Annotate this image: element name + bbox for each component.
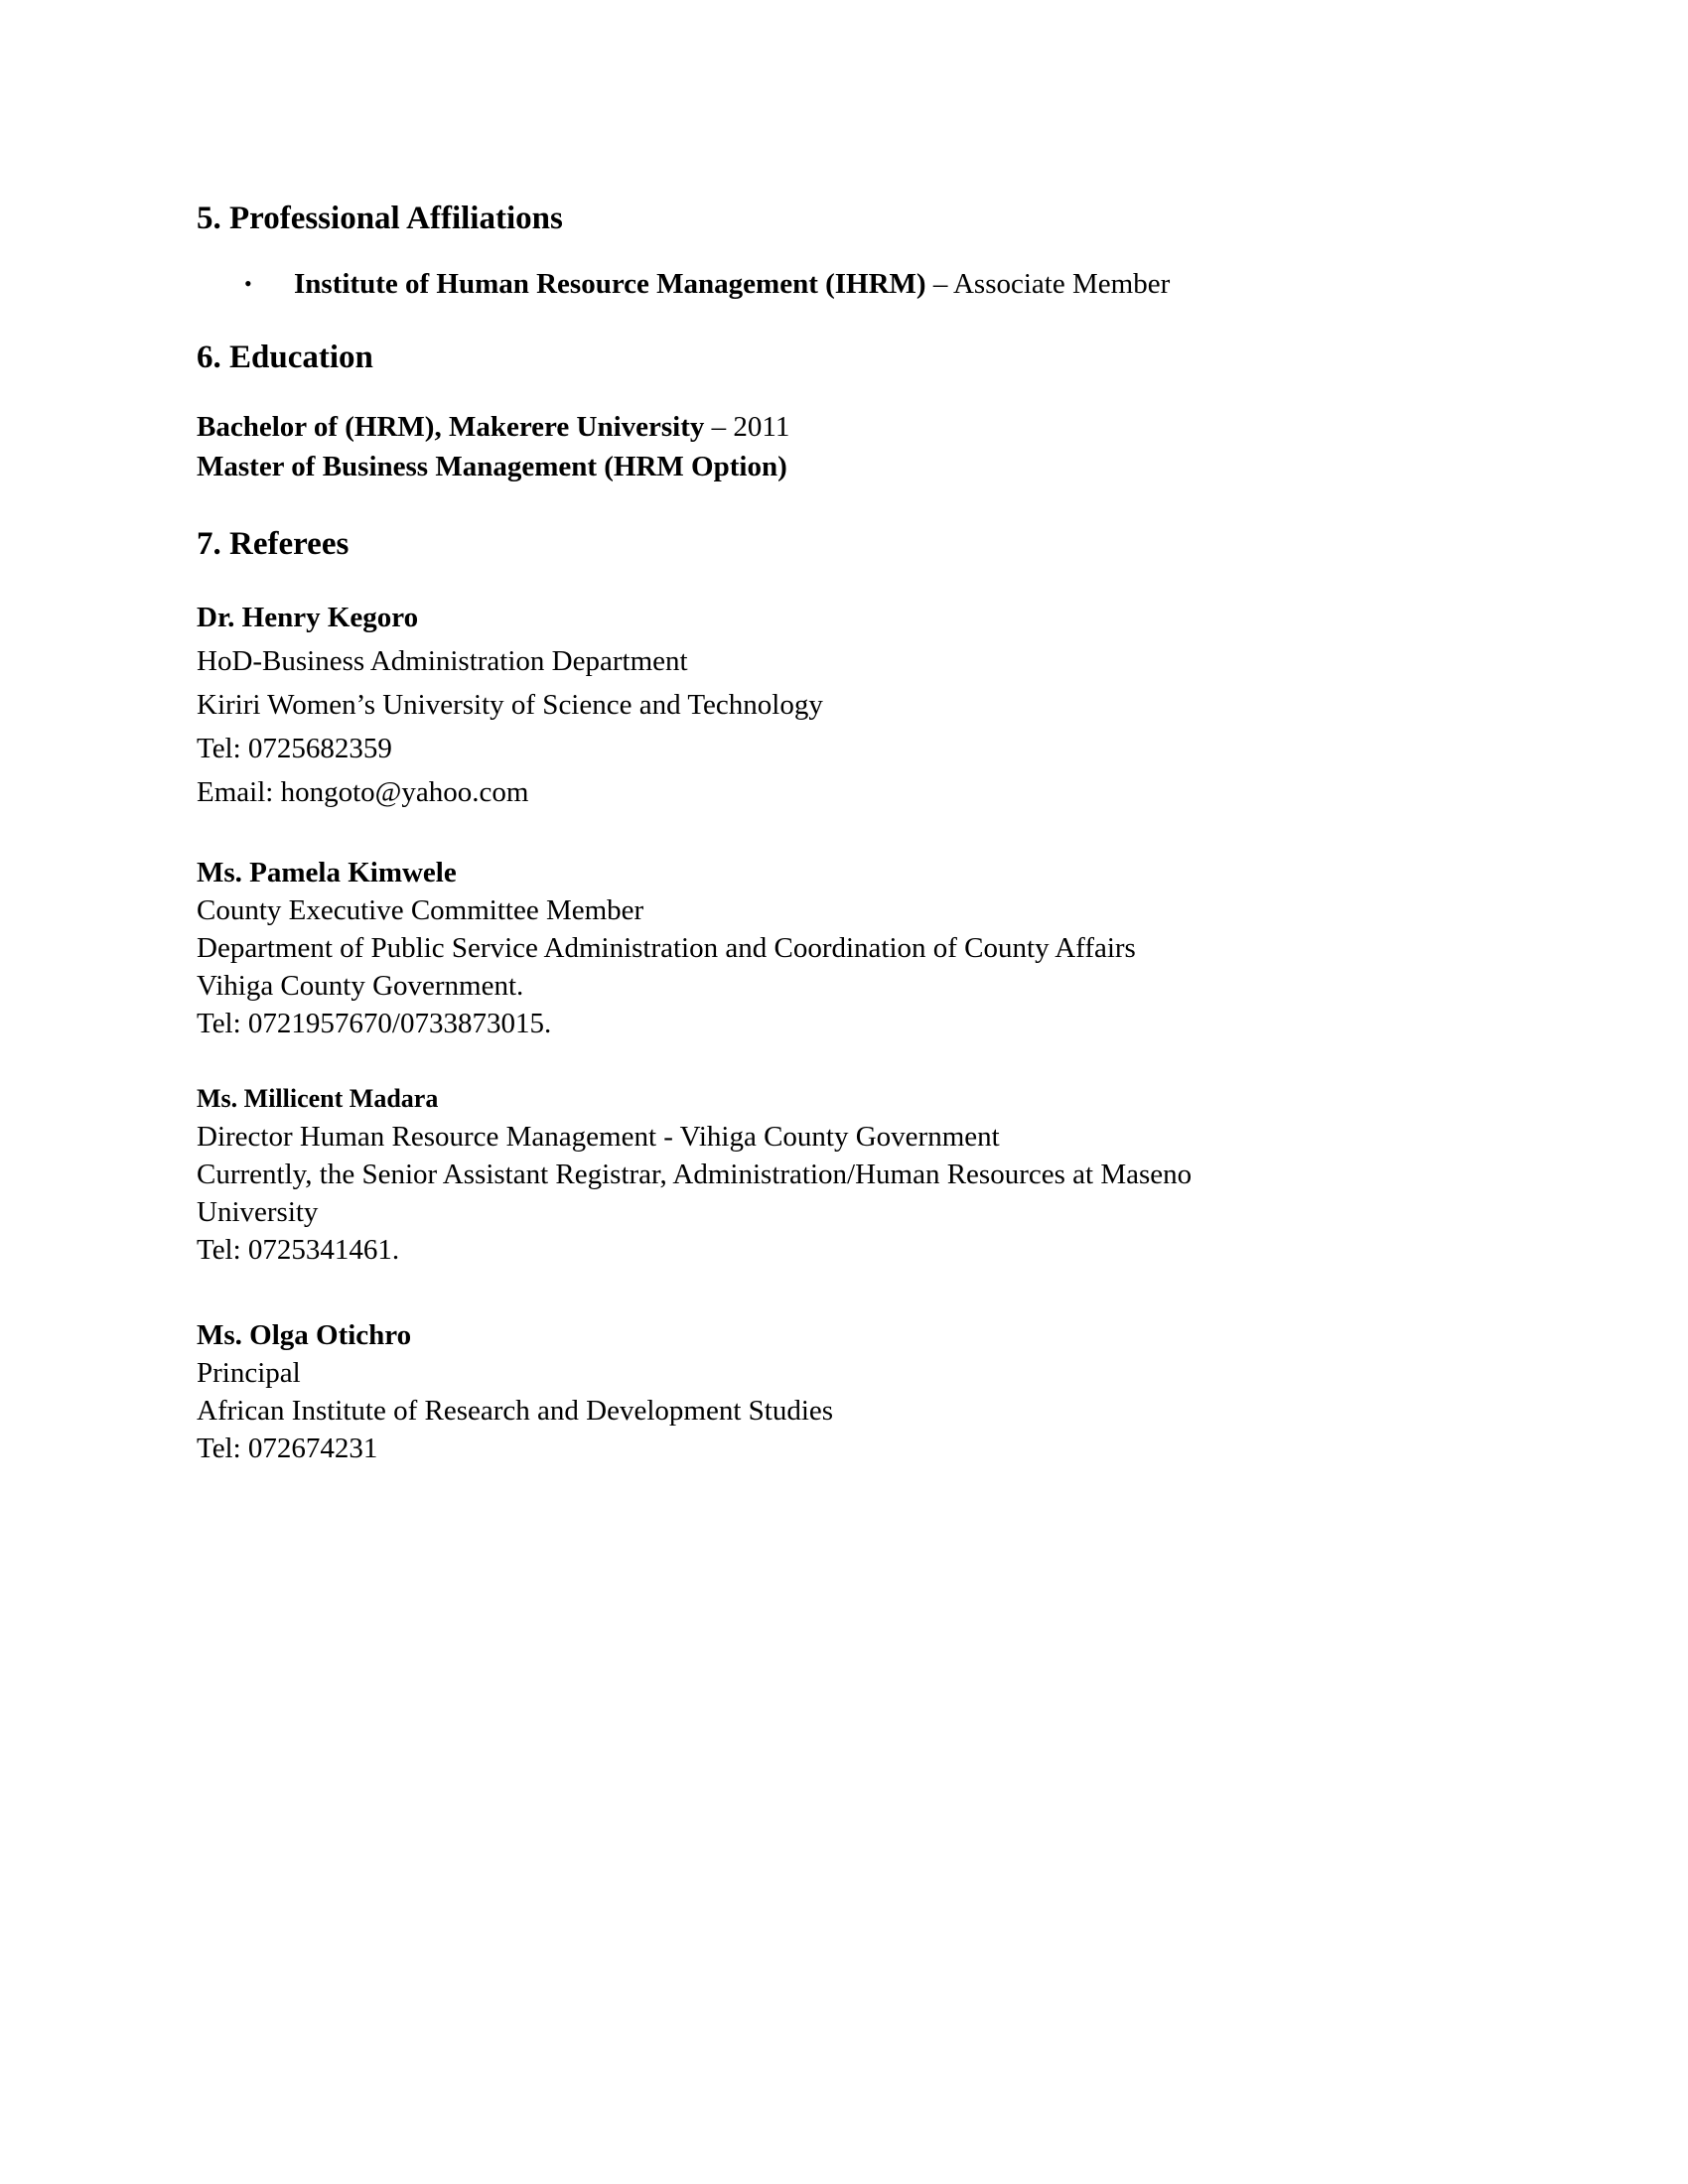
referee-organization: Vihiga County Government. bbox=[197, 970, 524, 1002]
section-heading-professional-affiliations: 5. Professional Affiliations bbox=[197, 201, 563, 236]
referee-department: Department of Public Service Administration and Coordination of County Affairs bbox=[197, 932, 1136, 964]
referee-name: Ms. Millicent Madara bbox=[197, 1084, 439, 1113]
education-degree: Bachelor of (HRM), Makerere University bbox=[197, 411, 705, 443]
document-page bbox=[197, 195, 1487, 1467]
referee-name: Dr. Henry Kegoro bbox=[197, 602, 419, 633]
affiliation-list bbox=[197, 264, 1487, 304]
referee-current-role: Currently, the Senior Assistant Registrar, Administration/Human Resources at Maseno bbox=[197, 1159, 1193, 1190]
referee-block bbox=[197, 1316, 1487, 1467]
referee-phone: Tel: 072674231 bbox=[197, 1433, 378, 1464]
referee-block bbox=[197, 854, 1487, 1042]
section-heading-education: 6. Education bbox=[197, 340, 373, 375]
referee-block bbox=[197, 596, 1487, 814]
education-detail: – 2011 bbox=[704, 411, 790, 443]
referee-organization: African Institute of Research and Development Studies bbox=[197, 1395, 834, 1427]
referee-block bbox=[197, 1080, 1487, 1269]
affiliation-detail: – Associate Member bbox=[925, 268, 1171, 300]
referee-phone: Tel: 0725341461. bbox=[197, 1234, 400, 1266]
referee-title: Principal bbox=[197, 1357, 301, 1389]
section-heading-referees: 7. Referees bbox=[197, 526, 350, 562]
referee-organization: Kiriri Women’s University of Science and Technology bbox=[197, 689, 823, 721]
list-item bbox=[197, 264, 1487, 304]
referee-name: Ms. Olga Otichro bbox=[197, 1319, 412, 1351]
referee-email: Email: hongoto@yahoo.com bbox=[197, 776, 529, 808]
referee-title: HoD-Business Administration Department bbox=[197, 645, 688, 677]
affiliation-organization: Institute of Human Resource Management (IHRM) bbox=[294, 268, 926, 300]
referee-title: County Executive Committee Member bbox=[197, 894, 644, 926]
referee-title: Director Human Resource Management - Vihiga County Government bbox=[197, 1121, 1000, 1153]
education-entry bbox=[197, 407, 1487, 447]
bullet-icon: • bbox=[244, 271, 252, 296]
referee-phone: Tel: 0725682359 bbox=[197, 733, 392, 764]
education-list bbox=[197, 407, 1487, 486]
education-degree: Master of Business Management (HRM Option) bbox=[197, 451, 787, 482]
referee-name: Ms. Pamela Kimwele bbox=[197, 857, 457, 888]
education-entry bbox=[197, 447, 1487, 486]
referee-current-role-continued: University bbox=[197, 1196, 319, 1228]
referee-phone: Tel: 0721957670/0733873015. bbox=[197, 1008, 552, 1039]
